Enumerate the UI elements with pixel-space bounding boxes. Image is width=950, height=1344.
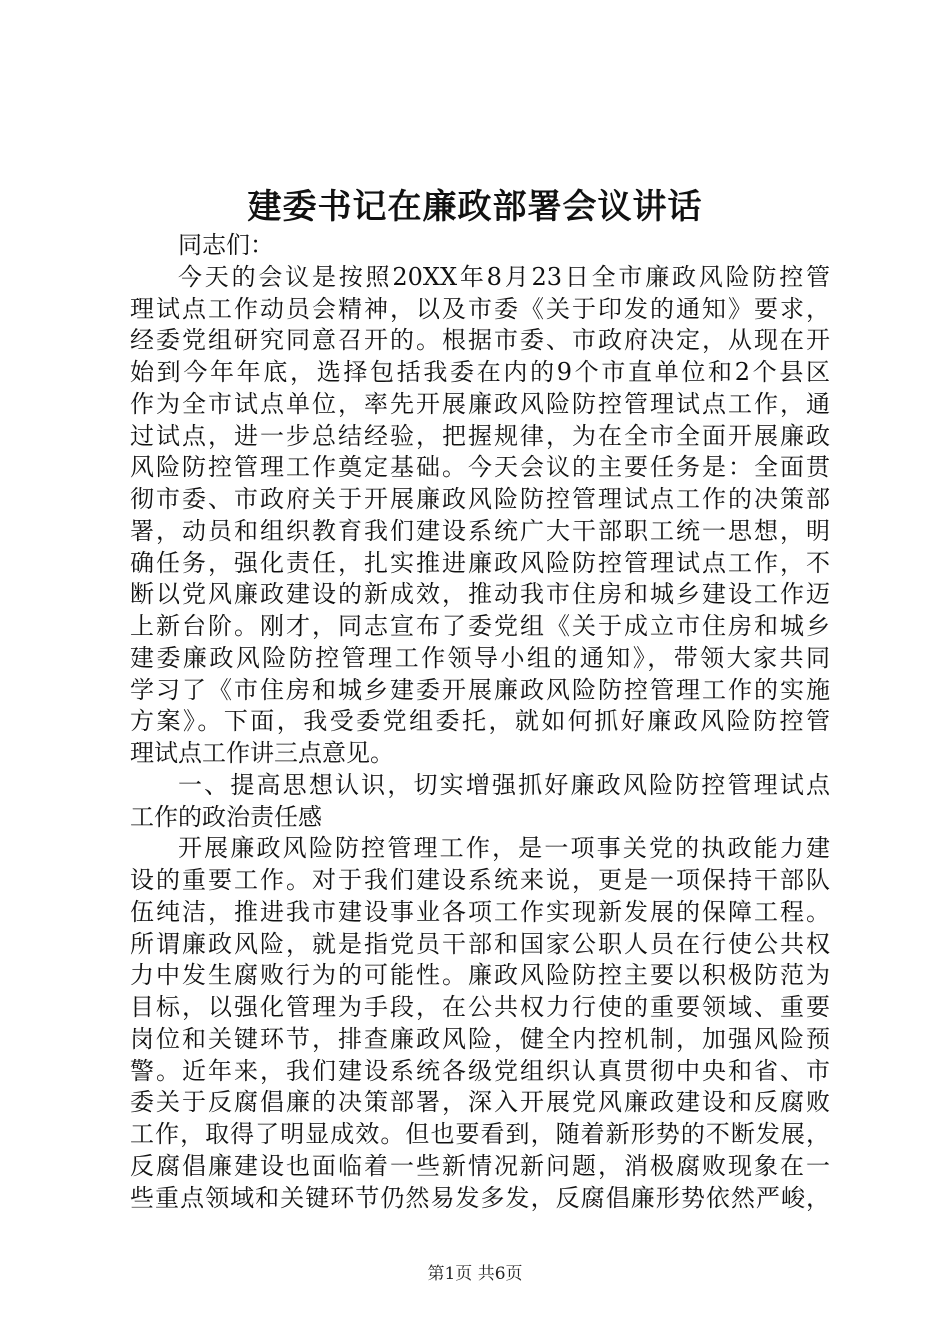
body-line: 力中发生腐败行为的可能性。廉政风险防控主要以积极防范为 — [130, 961, 830, 990]
body-line: 岗位和关键环节，排查廉政风险，健全内控机制，加强风险预 — [130, 1024, 830, 1053]
body-line: 上新台阶。刚才，同志宣布了委党组《关于成立市住房和城乡 — [130, 612, 830, 640]
body-line: 些重点领域和关键环节仍然易发多发，反腐倡廉形势依然严峻， — [130, 1183, 830, 1212]
salutation: 同志们： — [178, 231, 274, 259]
body-line: 过试点，进一步总结经验，把握规律，为在全市全面开展廉政 — [130, 421, 830, 450]
document-title: 建委书记在廉政部署会议讲话 — [247, 187, 703, 227]
section-heading: 工作的政治责任感 — [130, 802, 322, 831]
body-line: 始到今年年底，选择包括我委在内的9个市直单位和2个县区 — [130, 358, 830, 386]
body-line: 学习了《市住房和城乡建委开展廉政风险防控管理工作的实施 — [130, 675, 830, 704]
body-line: 断以党风廉政建设的新成效，推动我市住房和城乡建设工作迈 — [130, 580, 830, 609]
body-line: 工作，取得了明显成效。但也要看到，随着新形势的不断发展， — [130, 1120, 830, 1148]
body-line: 彻市委、市政府关于开展廉政风险防控管理试点工作的决策部 — [130, 485, 830, 513]
page-footer: 第1页 共6页 — [427, 1264, 523, 1284]
body-line: 反腐倡廉建设也面临着一些新情况新问题，消极腐败现象在一 — [130, 1151, 830, 1180]
body-line: 建委廉政风险防控管理工作领导小组的通知》，带领大家共同 — [130, 643, 830, 672]
body-line: 今天的会议是按照20XX年8月23日全市廉政风险防控管 — [178, 262, 830, 291]
body-line: 风险防控管理工作奠定基础。今天会议的主要任务是：全面贯 — [130, 453, 830, 482]
body-line: 理试点工作讲三点意见。 — [130, 739, 394, 767]
body-line: 理试点工作动员会精神，以及市委《关于印发的通知》要求， — [130, 294, 830, 323]
section-heading: 一、提高思想认识，切实增强抓好廉政风险防控管理试点 — [178, 770, 830, 799]
document-body — [130, 230, 830, 1214]
body-line: 设的重要工作。对于我们建设系统来说，更是一项保持干部队 — [130, 866, 830, 894]
body-line: 目标，以强化管理为手段，在公共权力行使的重要领域、重要 — [130, 993, 830, 1021]
body-line: 署，动员和组织教育我们建设系统广大干部职工统一思想，明 — [130, 516, 830, 545]
body-line: 开展廉政风险防控管理工作，是一项事关党的执政能力建 — [178, 834, 830, 863]
body-line: 警。近年来，我们建设系统各级党组织认真贯彻中央和省、市 — [130, 1056, 830, 1085]
body-line: 方案》。下面，我受委党组委托，就如何抓好廉政风险防控管 — [130, 707, 830, 736]
body-line: 所谓廉政风险，就是指党员干部和国家公职人员在行使公共权 — [130, 929, 830, 958]
body-line: 作为全市试点单位，率先开展廉政风险防控管理试点工作，通 — [130, 389, 830, 418]
body-line: 委关于反腐倡廉的决策部署，深入开展党风廉政建设和反腐败 — [130, 1088, 830, 1117]
body-line: 伍纯洁，推进我市建设事业各项工作实现新发展的保障工程。 — [130, 897, 830, 926]
body-line: 确任务，强化责任，扎实推进廉政风险防控管理试点工作，不 — [130, 548, 830, 577]
body-line: 经委党组研究同意召开的。根据市委、市政府决定，从现在开 — [130, 326, 830, 355]
